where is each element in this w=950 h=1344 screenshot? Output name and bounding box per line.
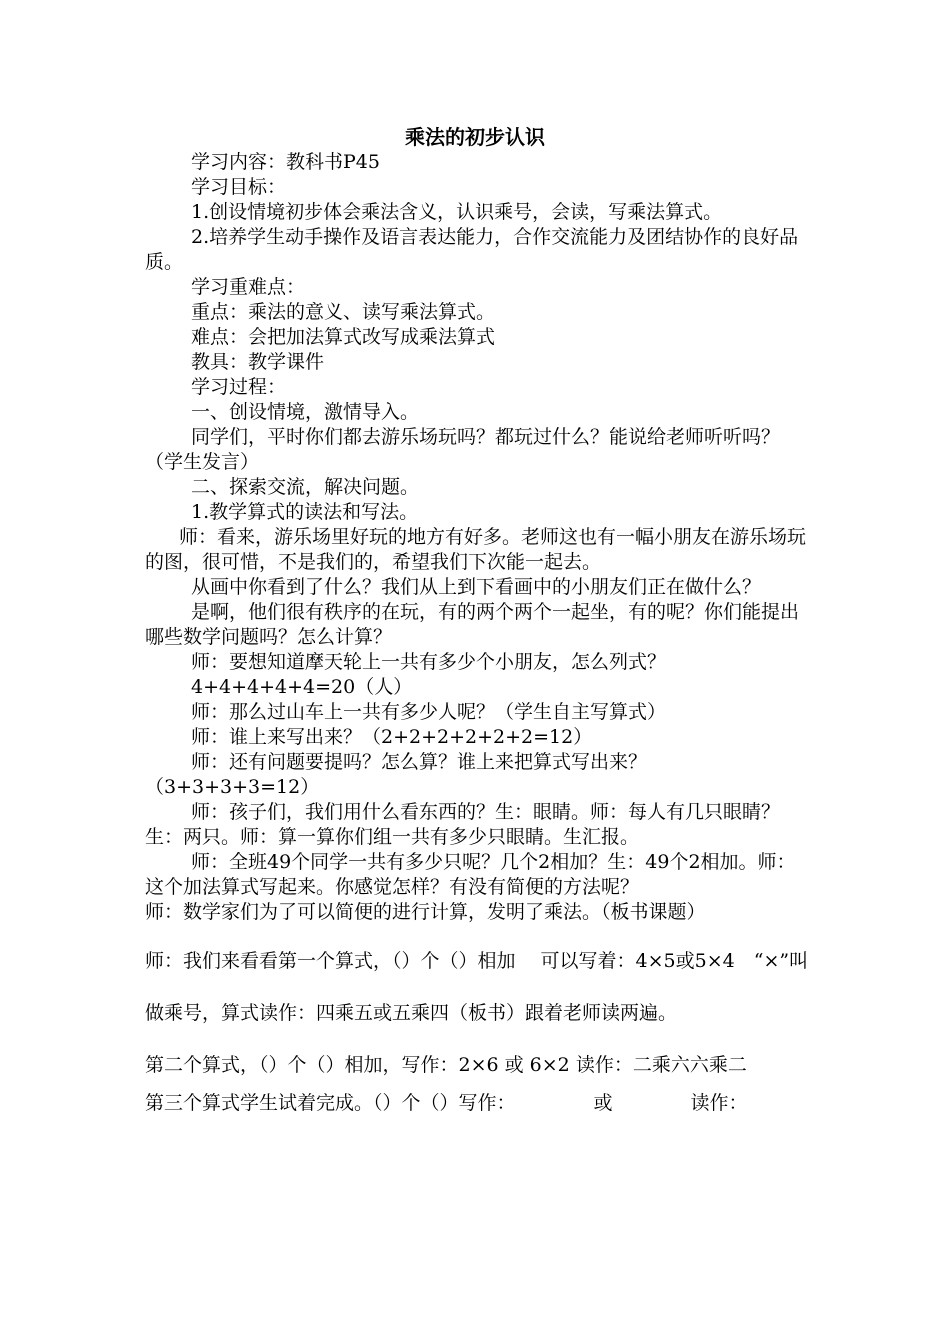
paragraph: 师：全班49个同学一共有多少只呢？几个2相加？生：49个2相加。师：这个加法算式写起来。你感觉怎样？有没有简便的方法呢？ — [145, 851, 796, 898]
paragraph: 学习过程： — [191, 376, 287, 398]
paragraph: 从画中你看到了什么？我们从上到下看画中的小朋友们正在做什么？ — [191, 576, 762, 598]
paragraph: 一、创设情境，激情导入。 — [191, 401, 420, 423]
paragraph: 是啊，他们很有秩序的在玩，有的两个两个一起坐，有的呢？你们能提出哪些数学问题吗？怎么计算？ — [145, 601, 800, 648]
document-body — [145, 150, 810, 1116]
paragraph: 重点：乘法的意义、读写乘法算式。 — [191, 301, 496, 323]
exercise-text: 或 — [593, 1092, 613, 1114]
paragraph: 难点：会把加法算式改写成乘法算式 — [191, 326, 496, 348]
paragraph: 师：那么过山车上一共有多少人呢？（学生自主写算式） — [191, 701, 667, 723]
paragraph: 1.创设情境初步体会乘法含义，认识乘号，会读，写乘法算式。 — [191, 201, 723, 223]
paragraph: 教具：教学课件 — [191, 351, 325, 373]
paragraph: 同学们，平时你们都去游乐场玩吗？都玩过什么？能说给老师听听吗？（学生发言） — [145, 426, 781, 473]
paragraph: 师：谁上来写出来？（2+2+2+2+2+2=12） — [191, 726, 593, 748]
paragraph: 师：要想知道摩天轮上一共有多少个小朋友，怎么列式？ — [191, 651, 667, 673]
paragraph: 4+4+4+4+4=20（人） — [191, 676, 413, 698]
paragraph — [145, 1091, 810, 1116]
paragraph: 师：我们来看看第一个算式，（）个（）相加 可以写着：4×5或5×4 “×”叫做乘号，算式读作：四乘五或五乘四（板书）跟着老师读两遍。 — [145, 950, 809, 1024]
paragraph: 2.培养学生动手操作及语言表达能力，合作交流能力及团结协作的良好品质。 — [145, 226, 799, 273]
paragraph: 师：看来，游乐场里好玩的地方有好多。老师这也有一幅小朋友在游乐场玩的图，很可惜，不是我们的，希望我们下次能一起去。 — [145, 526, 807, 573]
paragraph: 学习内容：教科书P45 — [191, 151, 380, 173]
document-title: 乘法的初步认识 — [405, 125, 545, 149]
paragraph: 1.教学算式的读法和写法。 — [191, 501, 419, 523]
exercise-text: 第三个算式学生试着完成。（）个（）写作： — [145, 1092, 516, 1114]
paragraph: 学习目标： — [191, 176, 287, 198]
paragraph: 师：还有问题要提吗？怎么算？谁上来把算式写出来？（3+3+3+3=12） — [145, 751, 648, 798]
paragraph: 学习重难点： — [191, 276, 306, 298]
exercise-text: 读作： — [690, 1092, 748, 1114]
paragraph: 第二个算式，（）个（）相加，写作：2×6 或 6×2 读作：二乘六六乘二 — [145, 1054, 747, 1076]
paragraph: 师：数学家们为了可以简便的进行计算，发明了乘法。（板书课题） — [145, 901, 706, 923]
paragraph: 二、探索交流，解决问题。 — [191, 476, 420, 498]
paragraph: 师：孩子们，我们用什么看东西的？生：眼睛。师：每人有几只眼睛？生：两只。师：算一算你们组一共有多少只眼睛。生汇报。 — [145, 801, 781, 848]
